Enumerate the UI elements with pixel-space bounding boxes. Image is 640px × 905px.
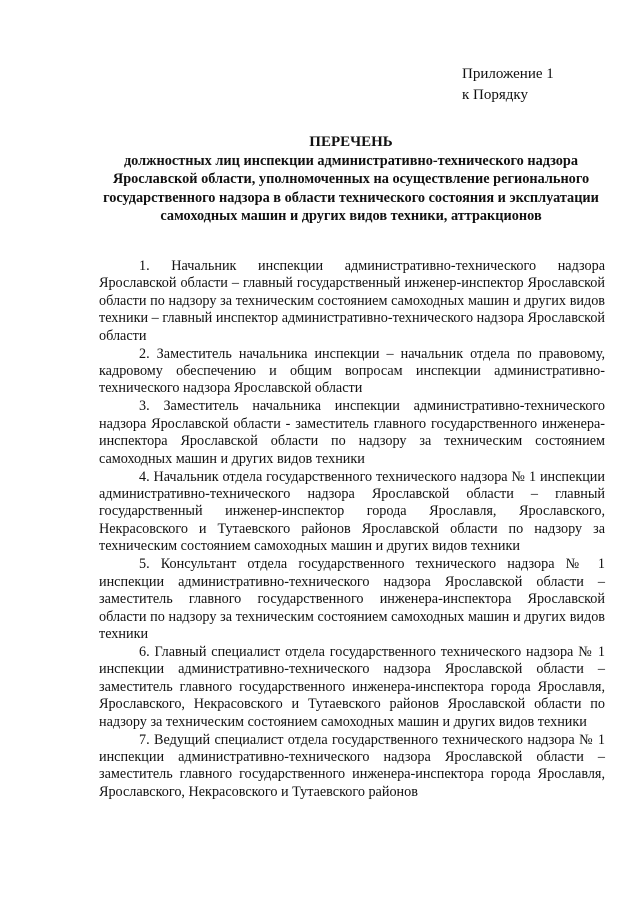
list-item-1: 1. Начальник инспекции административно-технического надзора Ярославской области – главный государственный инженер-инспектор Ярославской области по надзору за техническим состоянием самоходных машин и других видов техники – главный инспектор административно-технического надзора Ярославской области [99,258,605,344]
list-item-2: 2. Заместитель начальника инспекции – начальник отдела по правовому, кадровому обеспечению и общим вопросам инспекции административно-технического надзора Ярославской области [99,345,605,397]
list-item-6: 6. Главный специалист отдела государственного технического надзора № 1 инспекции административно-технического надзора Ярославской области – заместитель главного государственного инженера-инспектора города Ярославля, Ярославского, Некрасовского и Тутаевского районов Ярославской области по надзору за техническим состоянием самоходных машин и других видов техники [99,643,605,730]
appendix-line-1: Приложение 1 [462,66,554,82]
document-title [96,133,606,225]
list-item-5: 5. Консультант отдела государственного технического надзора № 1 инспекции административно-технического надзора Ярославской области – заместитель главного государственного инженера-инспектора Ярославской области по надзору за техническим состоянием самоходных машин и других видов техники [99,556,605,642]
title-main: ПЕРЕЧЕНЬ [309,134,393,150]
list-item-4: 4. Начальник отдела государственного технического надзора № 1 инспекции административно-технического надзора Ярославской области – главный государственный инженер-инспектор города Ярославля, Ярославского, Некрасовского и Тутаевского районов Ярославской области по надзору за техническим состоянием самоходных машин и других видов техники [99,468,605,555]
appendix-label [462,64,554,106]
title-subtitle: должностных лиц инспекции административно-технического надзора Ярославской области, уполномоченных на осуществление регионального государственного надзора в области технического состояния и эксплуатации самоходных машин и других видов техники, аттракционов [103,153,599,224]
list-item-7: 7. Ведущий специалист отдела государственного технического надзора № 1 инспекции административно-технического надзора Ярославской области – заместитель главного государственного инженера-инспектора города Ярославля, Ярославского, Некрасовского и Тутаевского районов [99,731,605,800]
appendix-line-2: к Порядку [462,87,528,103]
list-item-3: 3. Заместитель начальника инспекции административно-технического надзора Ярославской области - заместитель главного государственного инженера-инспектора Ярославской области по надзору за техническим состоянием самоходных машин и других видов техники [99,398,605,467]
document-body [99,258,605,802]
